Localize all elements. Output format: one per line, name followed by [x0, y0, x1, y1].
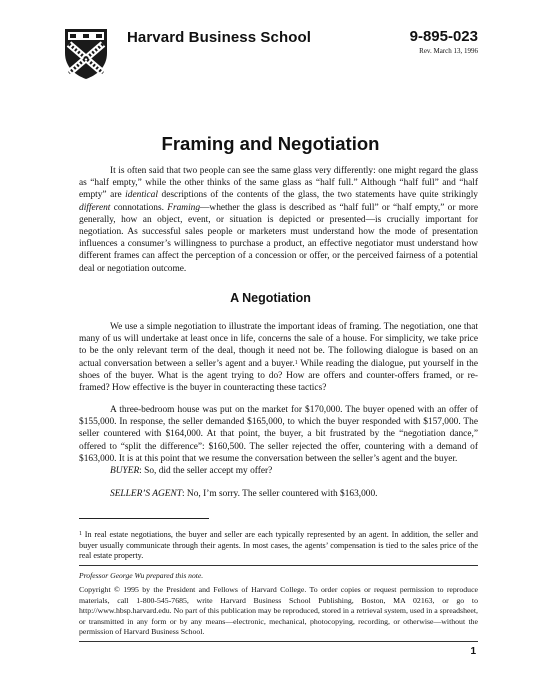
- emphasis-identical: identical: [125, 190, 158, 201]
- emphasis-framing: Framing: [167, 202, 201, 213]
- prepared-by-note: Professor George Wu prepared this note.: [79, 571, 204, 580]
- house-paragraph: A three-bedroom house was put on the market for $170,000. The buyer opened with an offer of $155,000. In response, the seller demanded $165,000, to which the buyer responded with $157,000. The seller countered with $164,000. At that point, the buyer, a bit frustrated by the “negotiation dance,” offered to “split the difference”: $160,500. The seller rejected the offer, countering with a demand of $163,000. It is at this point that we resume the conversation between the seller’s agent and the buyer.: [79, 405, 478, 464]
- footnote: $^1$ In real estate negotiations, the buyer and seller are each typically represented by an agent. In addition, the seller and buyer usually communicate through their agents. In most cases, the agents’ compensation is tied to the sales price of the real estate property.: [79, 530, 478, 561]
- divider: [79, 641, 478, 642]
- footnote-reference: 1: [294, 359, 298, 366]
- hbs-shield-logo: [63, 27, 109, 81]
- intro-paragraph: It is often said that two people can see the same glass very differently: one might regard the glass as “half empty,” while the other thinks of the same glass as “half full.” Although “half full” and “half empty” are identical descriptions of the contents of the glass, the two statements have quite strikingly different connotations. Framing—whether the glass is described as “half full” or “half empty,” or more generally, how an object, event, or situation is depicted or presented—is crucially important for negotiation. As successful sales people or marketers must understand how the mode of presentation influences a consumer’s willingness to purchase a product, an effective negotiator must understand how different frames can affect the perception of a concession or offer, or the perceived fairness of a potential deal or negotiation outcome.: [79, 166, 478, 274]
- document-title: Framing and Negotiation: [161, 133, 380, 154]
- page-number: 1: [470, 646, 476, 657]
- section-heading: A Negotiation: [230, 291, 311, 305]
- copyright-notice: Copyright © 1995 by the President and Fellows of Harvard College. To order copies or request permission to reproduce materials, call 1-800-545-7685, write Harvard Business School Publishing, Boston, MA 02163, or go to http://www.hbsp.harvard.edu. No part of this publication may be reproduced, stored in a retrieval system, used in a spreadsheet, or transmitted in any form or by any means—electronic, mechanical, photocopying, recording, or otherwise—without the permission of Harvard Business School.: [79, 585, 478, 637]
- revision-date: Rev. March 13, 1996: [419, 47, 478, 55]
- dialogue-line: BUYER: So, did the seller accept my offer?: [110, 466, 273, 476]
- speaker: BUYER: [110, 466, 140, 476]
- page-header: [63, 26, 478, 82]
- speaker: SELLER’S AGENT: [110, 489, 182, 499]
- dialogue-line: SELLER’S AGENT: No, I’m sorry. The seller countered with $163,000.: [110, 489, 378, 499]
- footnote-number: 1: [79, 531, 82, 537]
- negotiation-paragraph: We use a simple negotiation to illustrate the important ideas of framing. The negotiation, one that many of us will undertake at least once in life, concerns the sale of a house. For simplicity, we take price to be the only relevant term of the deal, though it need not be. The following dialogue is based on an actual conversation between a seller’s agent and a buyer.$^1$ While reading the dialogue, put yourself in the shoes of the buyer. What is the agent trying to do? How are offers and counter-offers framed, or re-framed? How effective is the buyer in counteracting these tactics?: [79, 322, 478, 394]
- divider: [79, 565, 478, 566]
- document-number: 9-895-023: [409, 28, 478, 45]
- emphasis-different: different: [79, 202, 111, 213]
- footnote-divider: [79, 518, 209, 519]
- school-name: Harvard Business School: [127, 29, 312, 46]
